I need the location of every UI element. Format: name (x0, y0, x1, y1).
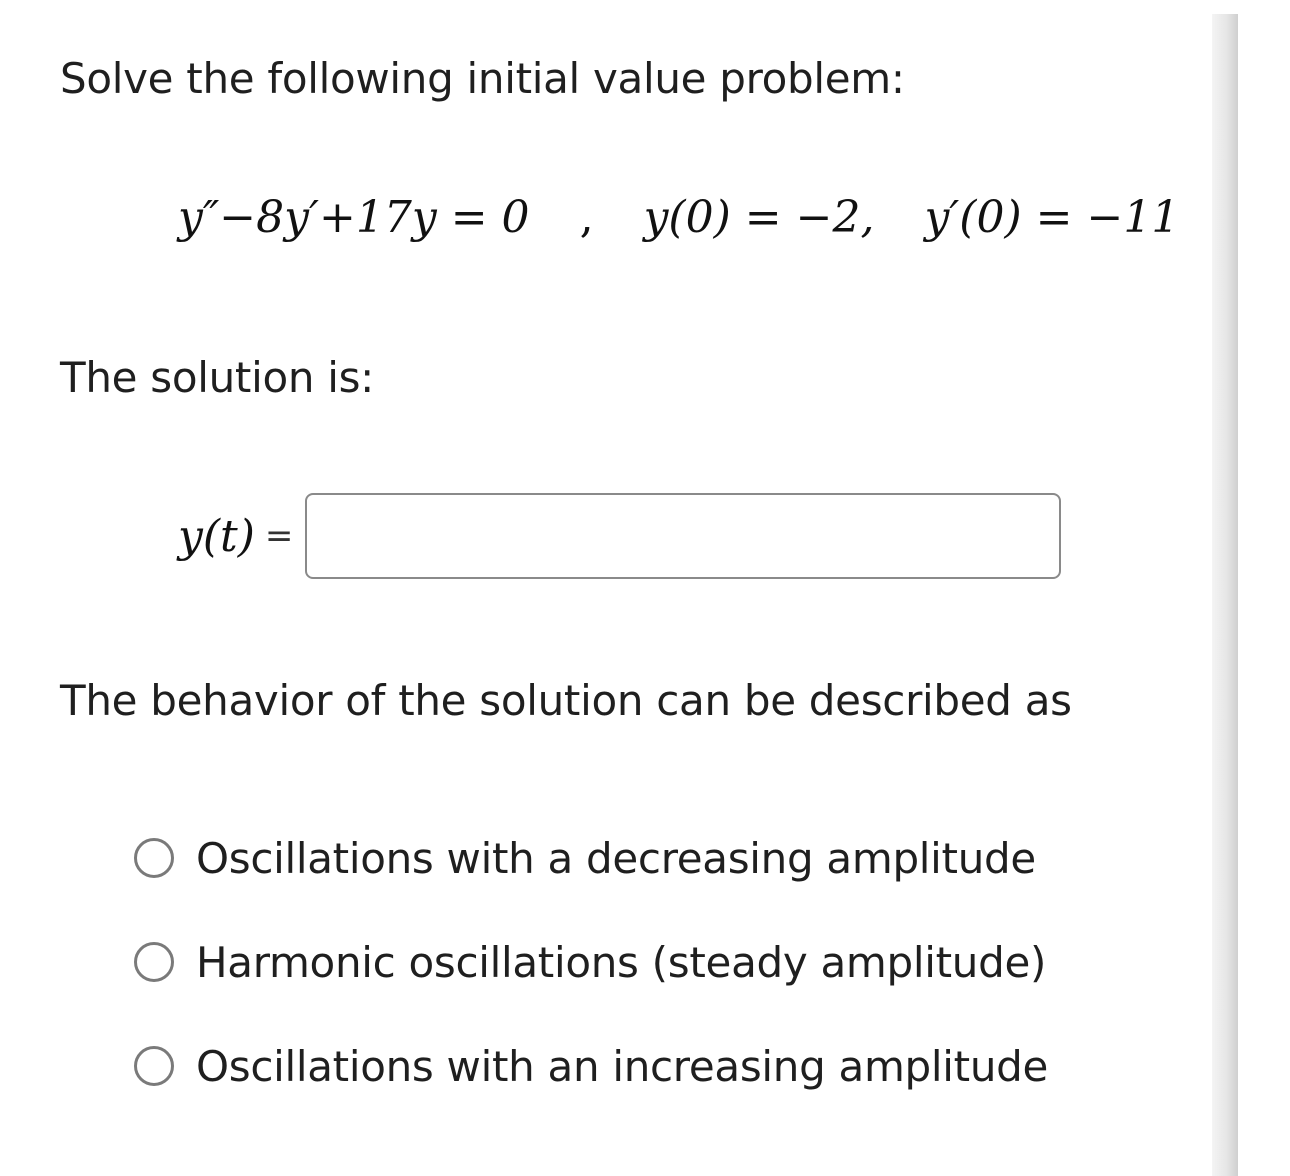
equation-separator: , (579, 192, 594, 243)
behavior-options (134, 832, 1048, 1144)
answer-equals-sign: = (264, 516, 294, 556)
answer-row (178, 490, 1061, 582)
option-label: Oscillations with a decreasing amplitude (196, 833, 1036, 883)
radio-button[interactable] (134, 838, 174, 878)
option-label: Harmonic oscillations (steady amplitude) (196, 937, 1047, 987)
solution-input[interactable] (305, 493, 1061, 579)
option-label: Oscillations with an increasing amplitude (196, 1041, 1049, 1091)
behavior-label: The behavior of the solution can be described as (60, 676, 1072, 725)
initial-condition-y: y(0) = −2, (643, 192, 875, 243)
scrollbar[interactable] (1212, 14, 1238, 1176)
option-decreasing-amplitude[interactable] (134, 832, 1048, 884)
option-increasing-amplitude[interactable] (134, 1040, 1048, 1092)
ode-differential-equation: y″−8y′+17y = 0 (178, 192, 530, 243)
option-steady-amplitude[interactable] (134, 936, 1048, 988)
radio-button[interactable] (134, 942, 174, 982)
solution-label: The solution is: (60, 353, 375, 402)
answer-label-text: y(t) (178, 510, 255, 562)
answer-label (178, 511, 255, 562)
initial-condition-y-prime: y′(0) = −11 (924, 192, 1180, 243)
question-prompt: Solve the following initial value problem: (60, 54, 905, 103)
radio-button[interactable] (134, 1046, 174, 1086)
ode-equation (178, 192, 1180, 243)
